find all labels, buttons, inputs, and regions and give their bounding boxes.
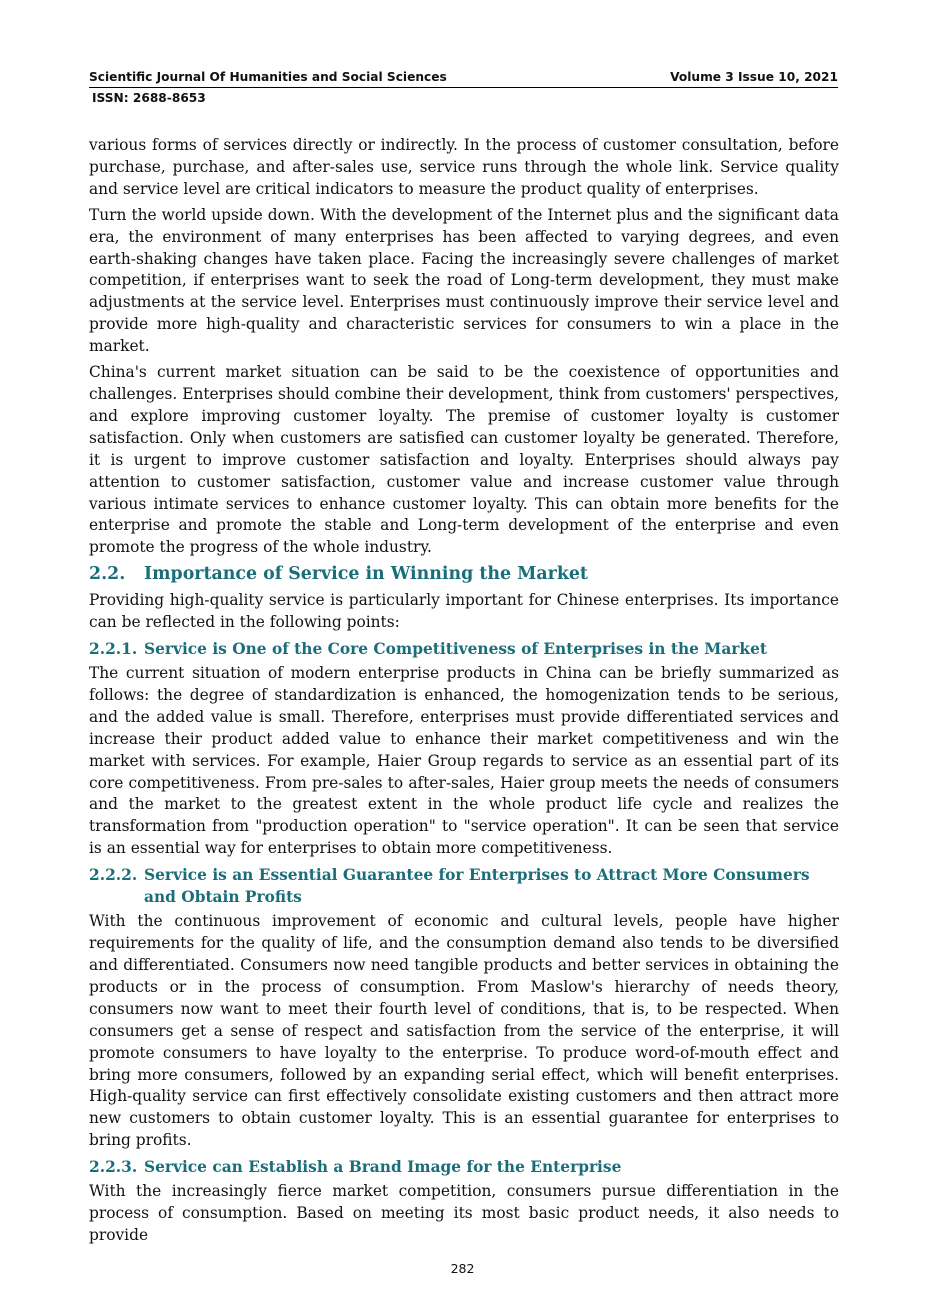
header-row [89,70,838,84]
issn: ISSN: 2688-8653 [92,91,206,105]
article-body [89,135,839,1251]
page-header [89,70,838,105]
paragraph: With the continuous improvement of economic and cultural levels, people have higher requirements for the quality of life, and the consumption demand also tends to be diversified and differentiated. Consumers now need tangible products and better services in obtaining the products or in the process of consumption. From Maslow's hierarchy of needs theory, consumers now want to meet their fourth level of conditions, that is, to be respected. When consumers get a sense of respect and satisfaction from the service of the enterprise, it will promote consumers to have loyalty to the enterprise. To produce word-of-mouth effect and bring more consumers, followed by an expanding serial effect, which will benefit enterprises. High-quality service can first effectively consolidate existing customers and then attract more new customers to obtain customer loyalty. This is an essential guarantee for enterprises to bring profits. [89,912,839,1150]
subsection-title: Service can Establish a Brand Image for the Enterprise [144,1158,622,1177]
paragraph: The current situation of modern enterprise products in China can be briefly summarized as follows: the degree of standardization is enhanced, the homogenization tends to be serious, and the added value is small. Therefore, enterprises must provide differentiated services and increase their product added value to enhance their market competitiveness and win the market with services. For example, Haier Group regards to service as an essential part of its core competitiveness. From pre-sales to after-sales, Haier group meets the needs of consumers and the market to the greatest extent in the whole product life cycle and realizes the transformation from "production operation" to "service operation". It can be seen that service is an essential way for enterprises to obtain more competitiveness. [89,664,839,858]
page-number: 282 [450,1261,475,1276]
volume-issue: Volume 3 Issue 10, 2021 [670,70,838,84]
paragraph: Turn the world upside down. With the development of the Internet plus and the significant data era, the environment of many enterprises has been affected to varying degrees, and even earth-shaking changes have taken place. Facing the increasingly severe challenges of market competition, if enterprises want to seek the road of Long-term development, they must make adjustments at the service level. Enterprises must continuously improve their service level and provide more high-quality and characteristic services for consumers to win a place in the market. [89,205,839,356]
paragraph: China's current market situation can be said to be the coexistence of opportunities and challenges. Enterprises should combine their development, think from customers' perspectives, and explore improving customer loyalty. The premise of customer loyalty is customer satisfaction. Only when customers are satisfied can customer loyalty be generated. Therefore, it is urgent to improve customer satisfaction and loyalty. Enterprises should always pay attention to customer satisfaction, customer value and increase customer value through various intimate services to enhance customer loyalty. This can obtain more benefits for the enterprise and promote the stable and Long-term development of the enterprise and even promote the progress of the whole industry. [89,363,839,557]
subsection-heading-2-2-1 [89,638,839,660]
section-title: Importance of Service in Winning the Market [144,564,588,585]
paragraph: various forms of services directly or indirectly. In the process of customer consultation, before purchase, purchase, and after-sales use, service runs through the whole link. Service quality and service level are critical indicators to measure the product quality of enterprises. [89,136,839,198]
subsection-number: 2.2.2. [89,866,138,885]
subsection-title: Service is an Essential Guarantee for Enterprises to Attract More Consumers and Obtain Profits [144,866,810,907]
section-number: 2.2. [89,564,126,585]
paragraph: With the increasingly fierce market competition, consumers pursue differentiation in the process of consumption. Based on meeting its most basic product needs, it also needs to provide [89,1182,839,1244]
subsection-title: Service is One of the Core Competitiveness of Enterprises in the Market [144,640,767,659]
subsection-heading-2-2-3 [89,1156,839,1178]
subsection-heading-2-2-2 [89,864,839,908]
header-rule [89,87,838,88]
section-heading-2-2 [89,563,839,586]
journal-title: Scientific Journal Of Humanities and Social Sciences [89,70,447,84]
paragraph: Providing high-quality service is particularly important for Chinese enterprises. Its importance can be reflected in the following points: [89,591,839,632]
subsection-number: 2.2.1. [89,640,138,659]
subsection-number: 2.2.3. [89,1158,138,1177]
